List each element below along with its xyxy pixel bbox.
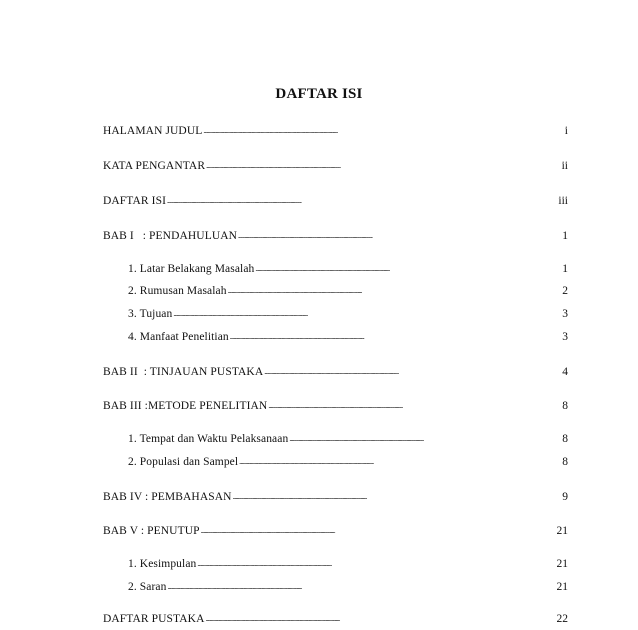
toc-entry-page: i xyxy=(564,125,568,137)
toc-entry-bab-1 xyxy=(103,229,568,243)
toc-entry-bab-5 xyxy=(103,524,568,538)
toc-entry-page: 22 xyxy=(556,613,568,625)
toc-entry-page: 8 xyxy=(562,400,568,412)
toc-entry-label: BAB IV : PEMBAHASAN xyxy=(103,491,232,503)
toc-entry-label: BAB III :METODE PENELITIAN xyxy=(103,400,268,412)
toc-subentry-tujuan xyxy=(128,307,568,321)
toc-entry-halaman-judul xyxy=(103,124,568,138)
toc-entry-page: 21 xyxy=(556,525,568,537)
toc-entry-label: 1. Latar Belakang Masalah xyxy=(128,263,255,275)
toc-subentry-tempat-waktu xyxy=(128,432,568,446)
dot-leader xyxy=(255,264,561,274)
toc-entry-page: 3 xyxy=(562,331,568,343)
toc-subentry-populasi-sampel xyxy=(128,455,568,469)
dot-leader xyxy=(203,126,561,136)
toc-subentry-kesimpulan xyxy=(128,557,568,571)
dot-leader xyxy=(201,526,556,536)
dot-leader xyxy=(264,367,561,377)
toc-entry-page: 1 xyxy=(562,263,568,275)
toc-subentry-rumusan-masalah xyxy=(128,284,568,298)
toc-entry-label: 1. Tempat dan Waktu Pelaksanaan xyxy=(128,433,289,445)
toc-entry-page: 1 xyxy=(562,230,568,242)
dot-leader xyxy=(289,434,561,444)
toc-entry-page: 2 xyxy=(562,285,568,297)
toc-subentry-manfaat-penelitian xyxy=(128,330,568,344)
toc-entry-page: 3 xyxy=(562,308,568,320)
toc-entry-label: HALAMAN JUDUL xyxy=(103,125,203,137)
toc-entry-page: 4 xyxy=(562,366,568,378)
toc-entry-page: 8 xyxy=(562,456,568,468)
toc-subentry-latar-belakang xyxy=(128,262,568,276)
dot-leader xyxy=(173,309,561,319)
toc-entry-label: 4. Manfaat Penelitian xyxy=(128,331,229,343)
toc-entry-page: 21 xyxy=(556,581,568,593)
toc-entry-label: DAFTAR ISI xyxy=(103,195,167,207)
toc-entry-kata-pengantar xyxy=(103,159,568,173)
toc-entry-page: ii xyxy=(561,160,568,172)
dot-leader xyxy=(233,492,561,502)
page-title: DAFTAR ISI xyxy=(275,86,363,102)
dot-leader xyxy=(167,196,557,206)
dot-leader xyxy=(167,582,555,592)
dot-leader xyxy=(230,332,561,342)
toc-entry-page: 8 xyxy=(562,433,568,445)
toc-entry-bab-4 xyxy=(103,490,568,504)
dot-leader xyxy=(197,559,555,569)
toc-entry-label: BAB V : PENUTUP xyxy=(103,525,200,537)
toc-entry-page: iii xyxy=(558,195,568,207)
dot-leader xyxy=(268,401,561,411)
toc-entry-label: 2. Populasi dan Sampel xyxy=(128,456,239,468)
toc-entry-label: DAFTAR PUSTAKA xyxy=(103,613,205,625)
dot-leader xyxy=(206,161,561,171)
dot-leader xyxy=(238,231,561,241)
toc-entry-label: BAB I : PENDAHULUAN xyxy=(103,230,238,242)
toc-entry-bab-3 xyxy=(103,399,568,413)
toc-entry-label: 2. Rumusan Masalah xyxy=(128,285,227,297)
toc-entry-label: BAB II : TINJAUAN PUSTAKA xyxy=(103,366,264,378)
toc-subentry-saran xyxy=(128,580,568,594)
toc-entry-bab-2 xyxy=(103,365,568,379)
toc-entry-label: 2. Saran xyxy=(128,581,167,593)
toc-entry-page: 9 xyxy=(562,491,568,503)
dot-leader xyxy=(228,286,561,296)
toc-entry-daftar-isi xyxy=(103,194,568,208)
toc-entry-label: KATA PENGANTAR xyxy=(103,160,206,172)
toc-entry-page: 21 xyxy=(556,558,568,570)
toc-entry-daftar-pustaka xyxy=(103,612,568,626)
toc-entry-label: 1. Kesimpulan xyxy=(128,558,197,570)
dot-leader xyxy=(205,614,555,624)
toc-entry-label: 3. Tujuan xyxy=(128,308,173,320)
dot-leader xyxy=(239,457,561,467)
